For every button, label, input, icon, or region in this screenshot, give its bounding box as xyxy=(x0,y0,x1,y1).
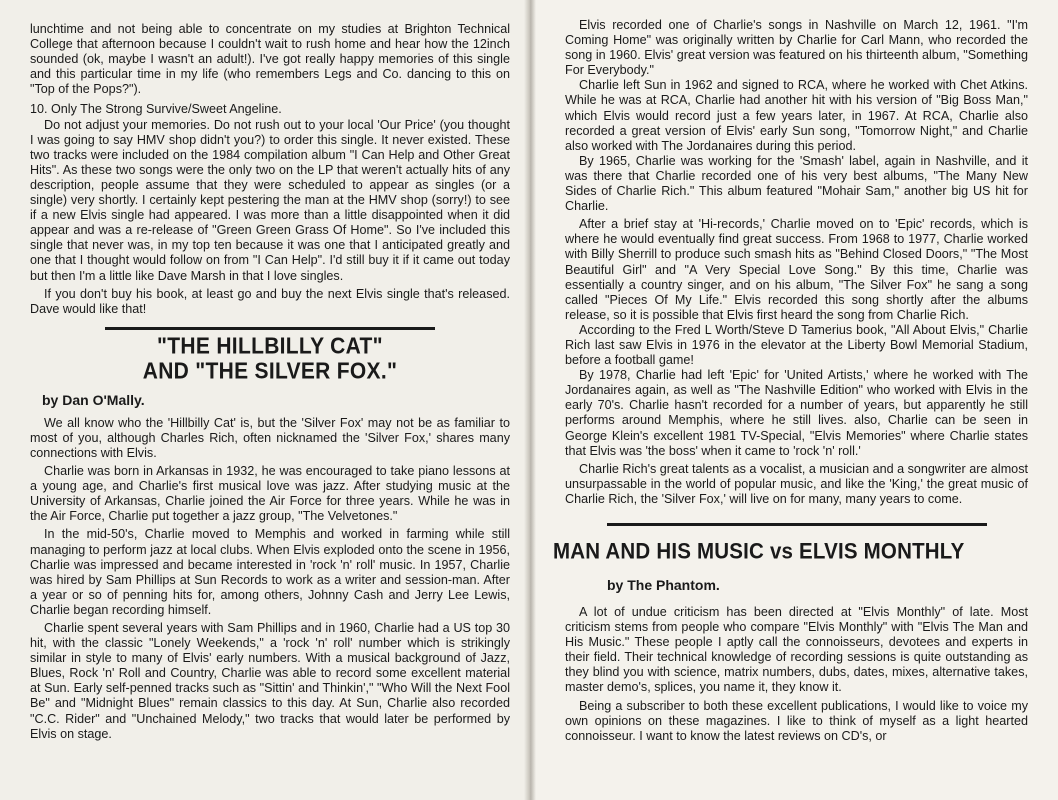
article-byline: by The Phantom. xyxy=(607,577,720,593)
article-title-line: AND "THE SILVER FOX." xyxy=(142,358,398,384)
article-title xyxy=(30,334,510,384)
list-item-heading: 10. Only The Strong Survive/Sweet Angeline. xyxy=(30,102,282,117)
article-paragraph: By 1965, Charlie was working for the 'Smash' label, again in Nashville, and it was there that Charlie recorded one of his very best albums, "The Many New Sides of Charlie Rich." This album featured "Mohair Sam," another big US hit for Charlie. xyxy=(565,153,1028,214)
article-paragraph: Charlie was born in Arkansas in 1932, he was encouraged to take piano lessons at a young age, and Charlie's first musical love was jazz. After studying music at the University of Arkansas, Charlie joined the Air Force for three years. While he was in the Air Force, Charlie put together a jazz group, "The Velvetones." xyxy=(30,464,510,524)
article-paragraph: By 1978, Charlie had left 'Epic' for 'United Artists,' where he worked with The Jordanaires again, as well as "The Nashville Edition" who worked with Elvis in the early 70's. Charlie hasn't recorded for a number of years, but apparently he still performs around Memphis, where he still lives. also, Charlie can be seen in George Klein's excellent 1981 TV-Special, "Elvis Memories" where Charlie states that Elvis was 'the boss' when it came to 'rock 'n' roll.' xyxy=(565,368,1028,458)
article-byline: by Dan O'Mally. xyxy=(42,391,145,408)
article-paragraph: We all know who the 'Hillbilly Cat' is, but the 'Silver Fox' may not be as familiar to most of you, although Charles Rich, often nicknamed the 'Silver Fox,' shares many connections with Elvis. xyxy=(30,415,510,460)
section-divider xyxy=(607,523,987,526)
intro-paragraph: lunchtime and not being able to concentrate on my studies at Brighton Technical College that afternoon because I couldn't wait to rush home and hear how the 12inch sounded (ok, maybe I wasn't an adult!). I've got really happy memories of this single and this particular time in my life (who remembers Legs and Co. dancing to this on "Top of the Pops?"). xyxy=(30,22,510,97)
article-paragraph: Charlie left Sun in 1962 and signed to RCA, where he worked with Chet Atkins. While he was at RCA, Charlie had another hit with his version of "Big Boss Man," which Elvis would record just a few years later, in 1967. At RCA, Charlie also recorded a great version of Elvis' early Sun song, "Tomorrow Night," and Charlie also worked with The Jordanaires during this period. xyxy=(565,78,1028,153)
article-paragraph: Being a subscriber to both these excellent publications, I would like to voice my own opinions on these magazines. I like to think of myself as a light hearted connoisseur. I want to know the latest reviews on CD's, or xyxy=(565,698,1028,743)
article-paragraph: Charlie spent several years with Sam Phillips and in 1960, Charlie had a US top 30 hit, with the classic "Lonely Weekends," a 'rock 'n' roll' number which is strikingly similar in style to many of Elvis' early numbers. With a musical background of Jazz, Blues, Rock 'n' Roll and Country, Charlie was able to record some excellent material at Sun. Early self-penned tracks such as "Sittin' and Thinkin'," "Who Will the Next Fool Be" and "Midnight Blues" remain classics to this day. At Sun, Charlie also recorded "C.C. Rider" and "Unchained Melody," two tracks that would later be performed by Elvis on stage. xyxy=(30,621,510,741)
article-title: MAN AND HIS MUSIC vs ELVIS MONTHLY xyxy=(553,539,965,564)
article-paragraph: In the mid-50's, Charlie moved to Memphis and worked in farming while still managing to perform jazz at local clubs. When Elvis exploded onto the scene in 1956, Charlie was impressed and became interested in 'rock 'n' roll' music. In 1957, Charlie was hired by Sam Phillips at Sun Records to work as a writer and session-man. After a year or so of penning hits for, among others, Johnny Cash and Jerry Lee Lewis, Charlie began recording himself. xyxy=(30,527,510,617)
article-paragraph: A lot of undue criticism has been directed at "Elvis Monthly" of late. Most criticism stems from people who compare "Elvis Monthly" with "Elvis The Man and His Music." These people I aptly call the connoisseurs, devotees and experts in their field. Their technical knowledge of recording sessions is quite outstanding as they blind you with science, matrix numbers, dubs, dates, mixes, alternative takes, master demo's, splices, you name it, they know it. xyxy=(565,605,1028,695)
article-title-line: "THE HILLBILLY CAT" xyxy=(157,333,383,359)
page-gutter xyxy=(524,0,536,800)
list-item-paragraph: If you don't buy his book, at least go and buy the next Elvis single that's released. Dave would like that! xyxy=(30,286,510,316)
article-paragraph: Elvis recorded one of Charlie's songs in Nashville on March 12, 1961. "I'm Coming Home" was originally written by Charlie for Carl Mann, who recorded the song in 1960. Elvis' great version was featured on his thirteenth album, "Something For Everybody." xyxy=(565,18,1028,78)
article-paragraph: Charlie Rich's great talents as a vocalist, a musician and a songwriter are almost unsurpassable in the world of popular music, and like the 'King,' the great music of Charlie Rich, the 'Silver Fox,' will live on for many, many years to come. xyxy=(565,461,1028,506)
article-paragraph: After a brief stay at 'Hi-records,' Charlie moved on to 'Epic' records, which is where he would eventually find great success. From 1968 to 1977, Charlie worked with Billy Sherrill to produce such smash hits as "Behind Closed Doors," "The Most Beautiful Girl" and "A Very Special Love Song." By this time, Charlie was essentially a country singer, and on his album, "The Silver Fox" he sang a song called "Pieces Of My Life." Elvis recorded this song shortly after the albums release, so it is possible that Elvis first heard the song from Charlie Rich. xyxy=(565,217,1028,322)
article-paragraph: According to the Fred L Worth/Steve D Tamerius book, "All About Elvis," Charlie Rich last saw Elvis in 1976 in the elevator at the Liberty Bowl Memorial Stadium, before a football game! xyxy=(565,322,1028,368)
section-divider xyxy=(105,327,435,330)
list-item-paragraph: Do not adjust your memories. Do not rush out to your local 'Our Price' (you thought I was going to say HMV shop didn't you?) to order this single. It never existed. These two tracks were included on the 1984 compilation album "I Can Help and Other Great Hits". As these two songs were the only two on the LP that weren't actually hits of any description, people assume that they were scheduled to appear as singles (or a single) very shortly. I certainly kept pestering the man at the HMV shop (sorry!) to see if a new Elvis single had appeared. I was more than a little disappointed when it did appear and was a re-release of "Green Green Grass Of Home". So I've included this single that never was, in my top ten because it was one that I anticipated greatly and one that I thought would follow on from "I Can Help". I'd still buy it if it came out today but then I'm a little like Dave Marsh in that I love singles. xyxy=(30,117,510,283)
right-page xyxy=(530,0,1058,800)
